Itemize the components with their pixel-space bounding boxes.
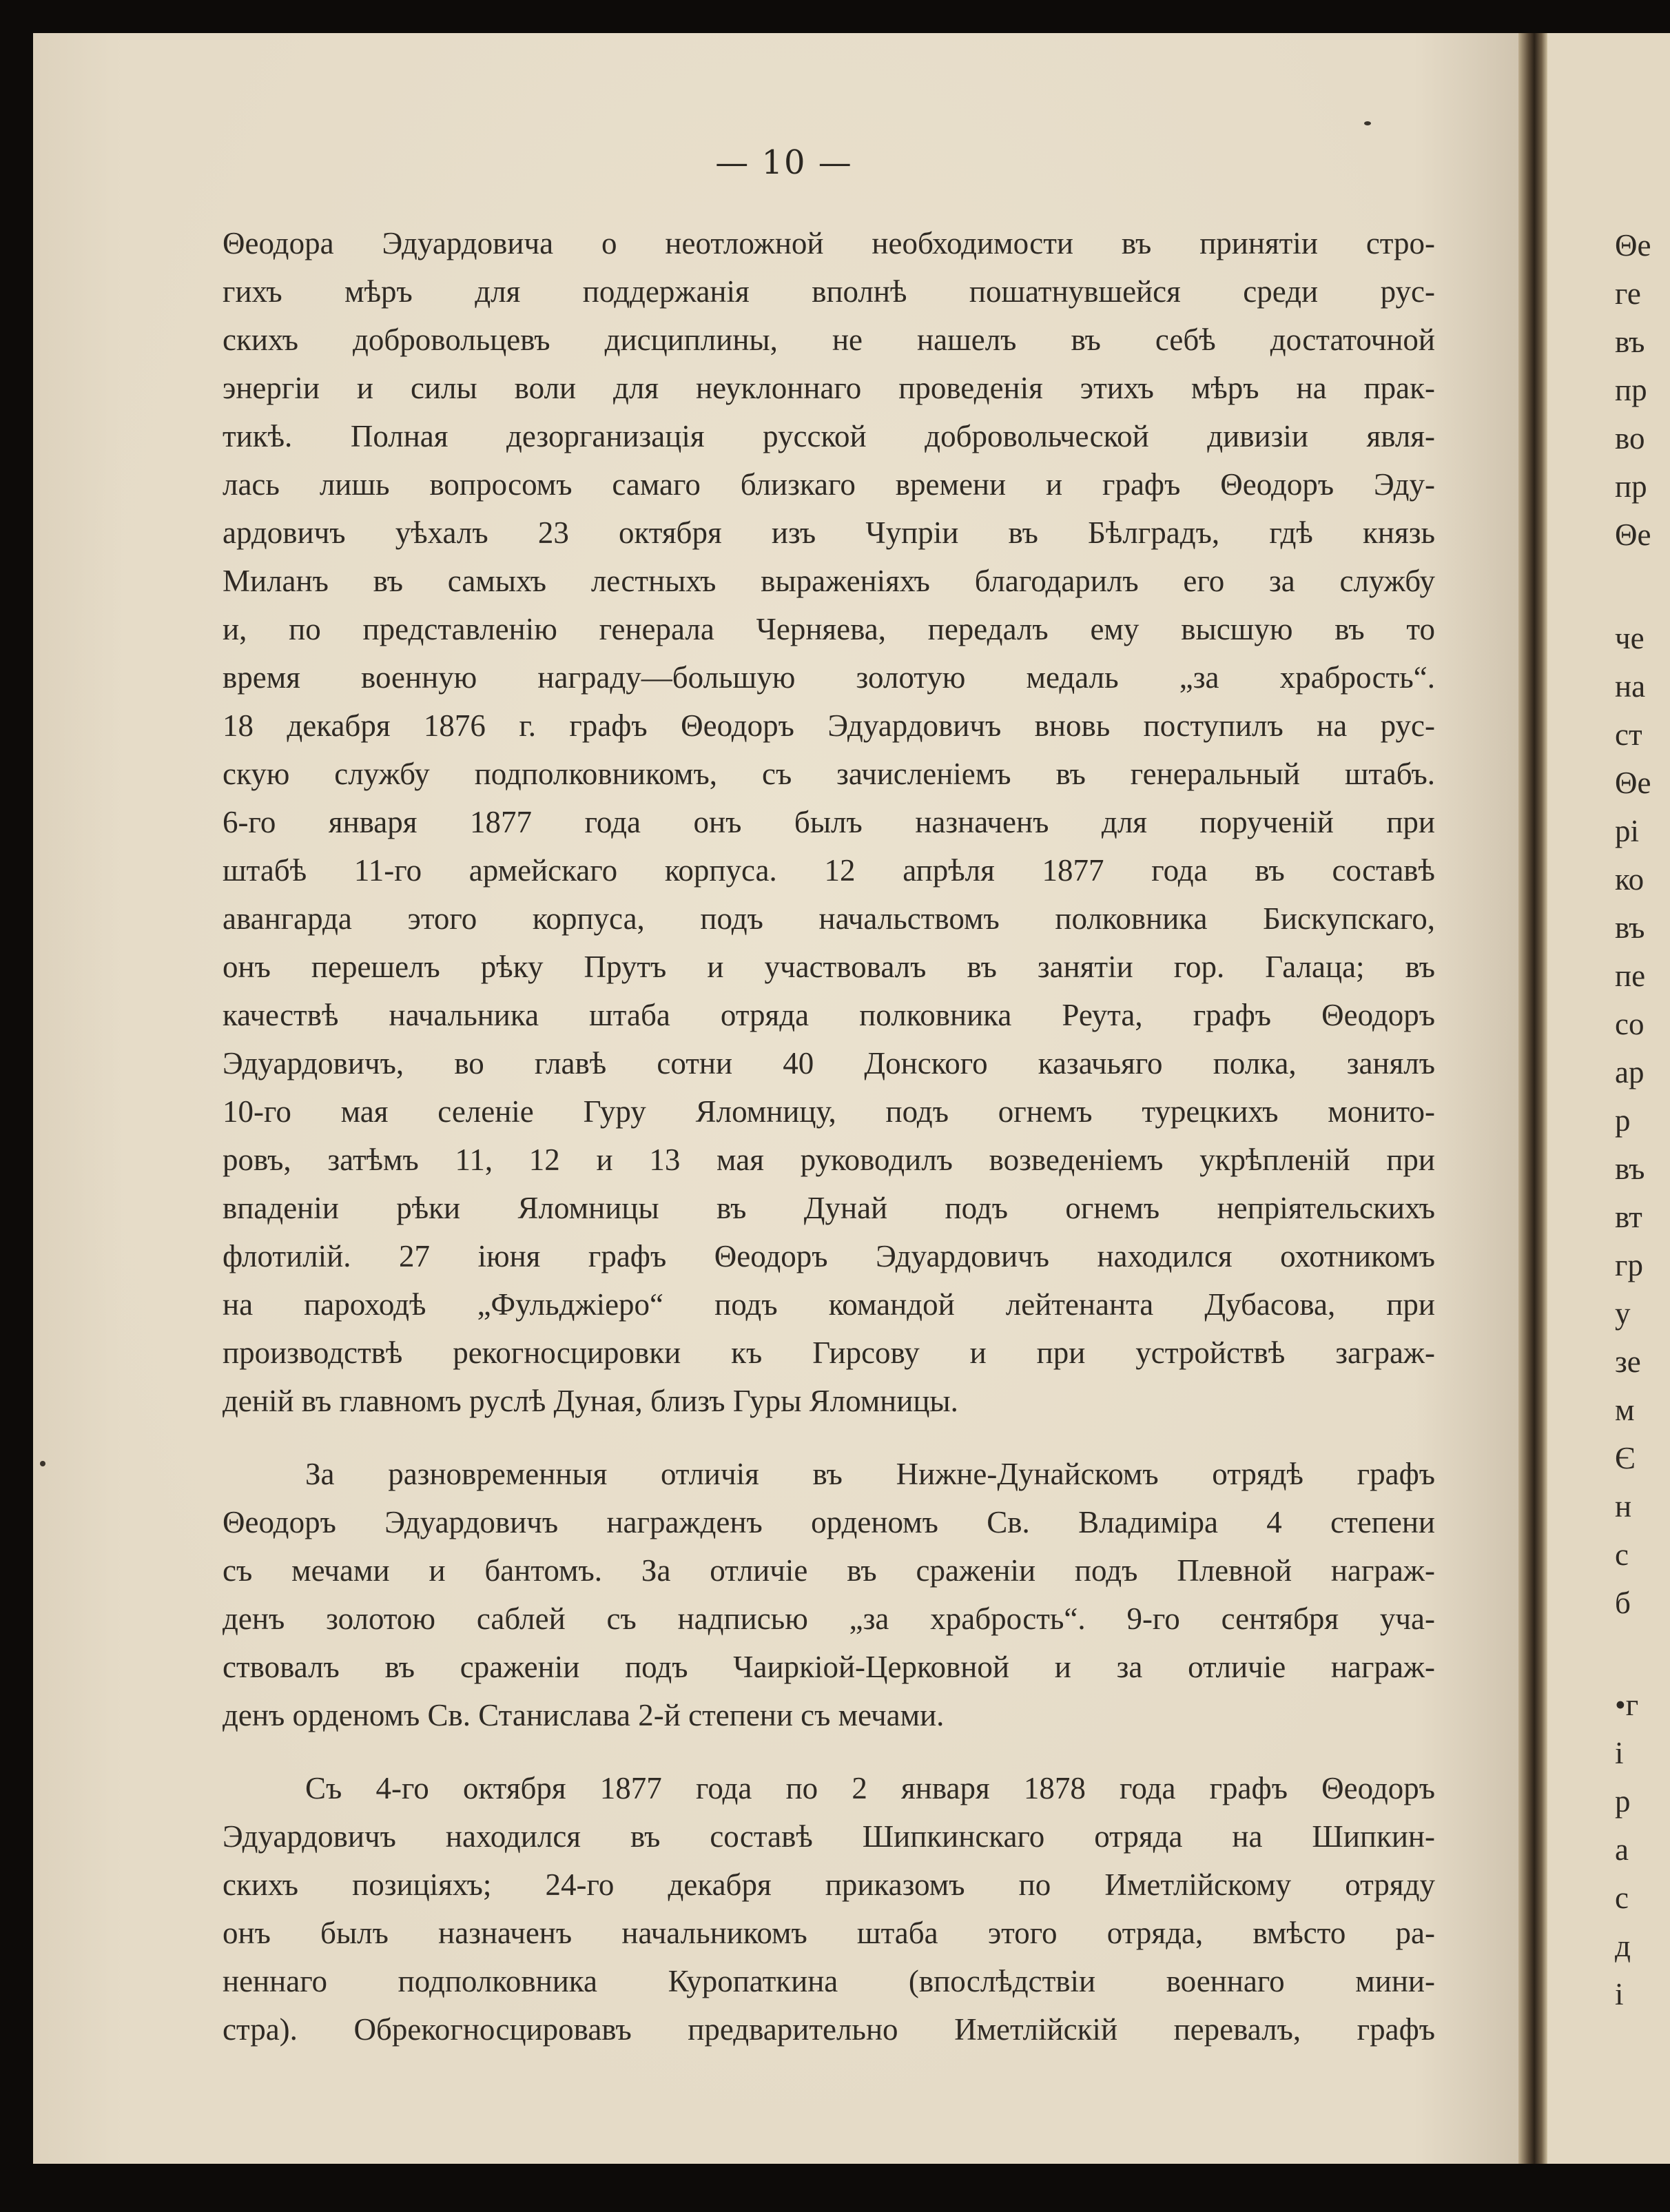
text-line: на пароходѣ „Фульджіеро“ подъ командой лейтенанта Дубасова, при xyxy=(223,1287,1435,1322)
text-fragment: въ xyxy=(1615,1151,1645,1186)
text-fragment: пе xyxy=(1615,959,1646,993)
text-line: авангарда этого корпуса, подъ начальствомъ полковника Бискупскаго, xyxy=(223,901,1435,936)
text-line: За разновременныя отличія въ Нижне-Дунайскомъ отрядѣ графъ xyxy=(305,1457,1435,1491)
text-line: ардовичъ уѣхалъ 23 октября изъ Чупріи въ Бѣлградъ, гдѣ князь xyxy=(223,515,1435,550)
text-fragment: р xyxy=(1615,1103,1631,1138)
text-line: и, по представленію генерала Черняева, передалъ ему высшую въ то xyxy=(223,612,1435,646)
text-fragment: Θе xyxy=(1615,518,1651,552)
text-fragment: Є xyxy=(1615,1441,1636,1475)
text-fragment: д xyxy=(1615,1929,1631,1963)
text-fragment: н xyxy=(1615,1489,1632,1524)
text-line: скихъ позиціяхъ; 24-го декабря приказомъ по Иметлійскому отряду xyxy=(223,1867,1435,1902)
paragraph-2 xyxy=(223,1450,1435,1739)
text-fragment: въ xyxy=(1615,910,1645,945)
text-fragment: въ xyxy=(1615,325,1645,359)
text-fragment: м xyxy=(1615,1393,1635,1427)
text-fragment: зе xyxy=(1615,1344,1641,1379)
paragraph-1 xyxy=(223,219,1435,1425)
text-fragment: а xyxy=(1615,1832,1629,1867)
text-line: ствовалъ въ сраженіи подъ Чаиркіой-Церковной и за отличіе награж- xyxy=(223,1650,1435,1684)
text-fragment: пр xyxy=(1615,469,1647,504)
text-line: денъ золотою саблей съ надписью „за храбрость“. 9-го сентября уча- xyxy=(223,1601,1435,1636)
text-fragment: і xyxy=(1615,1977,1624,2011)
text-line: Θеодоръ Эдуардовичъ награжденъ орденомъ Св. Владиміра 4 степени xyxy=(223,1505,1435,1539)
body-text xyxy=(223,219,1435,2054)
text-line: Эдуардовичъ, во главѣ сотни 40 Донского казачьяго полка, занялъ xyxy=(223,1046,1435,1081)
text-line: флотилій. 27 іюня графъ Θеодоръ Эдуардовичъ находился охотникомъ xyxy=(223,1239,1435,1273)
text-fragment: ко xyxy=(1615,862,1645,897)
text-fragment: вт xyxy=(1615,1200,1642,1234)
text-line: деній въ главномъ руслѣ Дуная, близъ Гуры Яломницы. xyxy=(223,1384,958,1418)
text-line: неннаго подполковника Куропаткина (впослѣдствіи военнаго мини- xyxy=(223,1964,1435,1998)
text-fragment: Θе xyxy=(1615,766,1651,800)
paragraph-gap xyxy=(223,1425,1435,1450)
book-gutter xyxy=(1518,33,1547,2164)
text-line: ровъ, затѣмъ 11, 12 и 13 мая руководилъ возведеніемъ укрѣпленій при xyxy=(223,1143,1435,1177)
text-line: скую службу подполковникомъ, съ зачисленіемъ въ генеральный штабъ. xyxy=(223,757,1435,791)
text-fragment: ар xyxy=(1615,1055,1645,1089)
text-line: производствѣ рекогносцировки къ Гирсову и при устройствѣ заграж- xyxy=(223,1335,1435,1370)
text-line: Эдуардовичъ находился въ составѣ Шипкинскаго отряда на Шипкин- xyxy=(223,1819,1435,1854)
text-fragment: ге xyxy=(1615,276,1641,311)
text-line: 6-го января 1877 года онъ былъ назначенъ для порученій при xyxy=(223,805,1435,839)
text-line: 18 декабря 1876 г. графъ Θеодоръ Эдуардовичъ вновь поступилъ на рус- xyxy=(223,708,1435,743)
text-line: онъ былъ назначенъ начальникомъ штаба этого отряда, вмѣсто ра- xyxy=(223,1916,1435,1950)
paragraph-3 xyxy=(223,1764,1435,2054)
text-fragment: со xyxy=(1615,1007,1645,1041)
text-fragment: че xyxy=(1615,621,1645,655)
text-line: Съ 4-го октября 1877 года по 2 января 1878 года графъ Θеодоръ xyxy=(305,1771,1435,1805)
text-line: денъ орденомъ Св. Станислава 2-й степени съ мечами. xyxy=(223,1698,945,1732)
text-line: 10-го мая селеніе Гуру Яломницу, подъ огнемъ турецкихъ монито- xyxy=(223,1094,1435,1129)
text-fragment: у xyxy=(1615,1296,1631,1331)
text-line: Миланъ въ самыхъ лестныхъ выраженіяхъ благодарилъ его за службу xyxy=(223,564,1435,598)
text-line: съ мечами и бантомъ. За отличіе въ сраженіи подъ Плевной награж- xyxy=(223,1553,1435,1588)
left-page xyxy=(33,33,1535,2164)
text-line: онъ перешелъ рѣку Прутъ и участвовалъ въ занятіи гор. Галаца; въ xyxy=(223,950,1435,984)
text-line: тикѣ. Полная дезорганизація русской добровольческой дивизіи явля- xyxy=(223,419,1435,453)
text-fragment: і xyxy=(1615,1736,1624,1770)
text-fragment: на xyxy=(1615,669,1646,704)
paragraph-gap xyxy=(223,1739,1435,1764)
text-fragment: гр xyxy=(1615,1248,1643,1282)
text-line: лась лишь вопросомъ самаго близкаго времени и графъ Θеодоръ Эду- xyxy=(223,467,1435,502)
text-fragment: пр xyxy=(1615,373,1647,407)
text-line: качествѣ начальника штаба отряда полковника Реута, графъ Θеодоръ xyxy=(223,998,1435,1032)
text-line: впаденіи рѣки Яломницы въ Дунай подъ огнемъ непріятельскихъ xyxy=(223,1191,1435,1225)
text-fragment: Θе xyxy=(1615,228,1651,263)
text-line: штабѣ 11-го армейскаго корпуса. 12 апрѣля 1877 года въ составѣ xyxy=(223,853,1435,888)
paper-speck xyxy=(40,1461,45,1466)
text-line: гихъ мѣръ для поддержанія вполнѣ пошатнувшейся среди рус- xyxy=(223,274,1435,309)
text-line: Θеодора Эдуардовича о неотложной необходимости въ принятіи стро- xyxy=(223,226,1435,260)
text-fragment: с xyxy=(1615,1537,1629,1572)
text-line: стра). Обрекогносцировавъ предварительно Иметлійскій перевалъ, графъ xyxy=(223,2012,1435,2047)
text-fragment: во xyxy=(1615,421,1645,455)
paper-speck xyxy=(1364,121,1371,125)
text-line: скихъ добровольцевъ дисциплины, не нашелъ въ себѣ достаточной xyxy=(223,322,1435,357)
text-fragment: •г xyxy=(1615,1688,1639,1722)
text-line: время военную награду—большую золотую медаль „за храбрость“. xyxy=(223,660,1435,695)
text-fragment: с xyxy=(1615,1881,1629,1915)
text-fragment: рі xyxy=(1615,814,1640,848)
text-fragment: р xyxy=(1615,1784,1631,1819)
page-number: — 10 — xyxy=(715,143,853,182)
right-page-edge xyxy=(1547,33,1670,2164)
text-fragment: ст xyxy=(1615,717,1642,752)
text-line: энергіи и силы воли для неуклоннаго проведенія этихъ мѣръ на прак- xyxy=(223,371,1435,405)
text-fragment: б xyxy=(1615,1586,1631,1620)
